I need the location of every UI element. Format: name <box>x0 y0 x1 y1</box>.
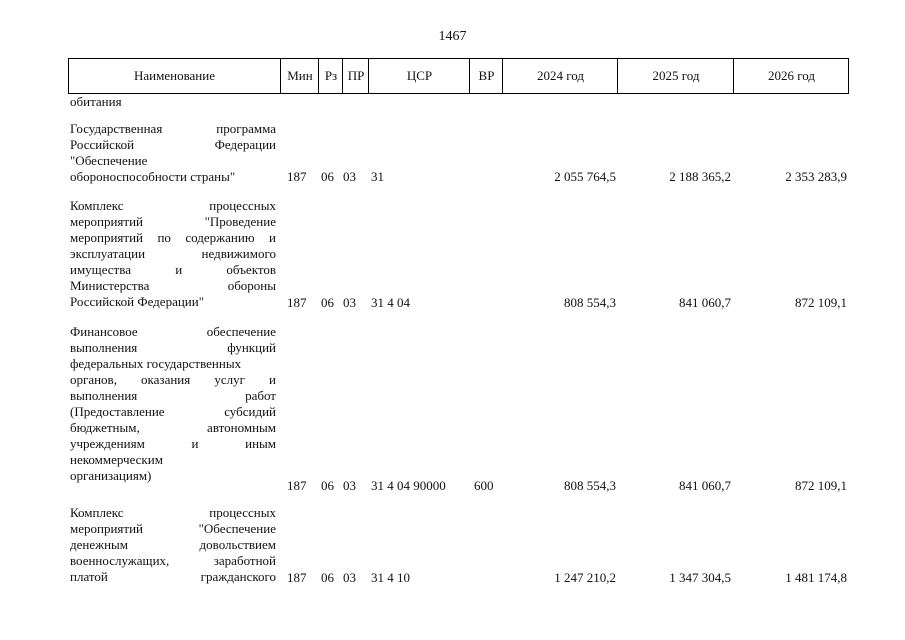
cell-2024: 808 554,3 <box>564 478 616 493</box>
header-2024: 2024 год <box>502 59 618 93</box>
cell-2024: 808 554,3 <box>564 295 616 310</box>
table-row <box>0 198 905 311</box>
cell-csr: 31 4 04 90000 <box>371 478 446 493</box>
cell-min: 187 <box>287 169 307 184</box>
header-csr: ЦСР <box>368 59 470 93</box>
cell-csr: 31 4 10 <box>371 570 410 585</box>
row-name: обитания <box>70 94 122 109</box>
cell-csr: 31 4 04 <box>371 295 410 310</box>
header-min: Мин <box>280 59 319 93</box>
cell-rz: 06 <box>321 169 334 184</box>
table-row <box>0 121 905 185</box>
table-row <box>0 94 905 110</box>
cell-min: 187 <box>287 295 307 310</box>
table-header <box>68 58 849 94</box>
cell-2025: 841 060,7 <box>679 295 731 310</box>
row-name: Комплекс процессных мероприятий "Проведение мероприятий по содержанию и эксплуатации недвижимого имущества и объектов Министерства обороны Российской Федерации" <box>70 198 276 309</box>
cell-2025: 841 060,7 <box>679 478 731 493</box>
cell-pr: 03 <box>343 478 356 493</box>
cell-2025: 2 188 365,2 <box>669 169 731 184</box>
cell-rz: 06 <box>321 295 334 310</box>
table-row <box>0 324 905 494</box>
cell-pr: 03 <box>343 295 356 310</box>
cell-csr: 31 <box>371 169 384 184</box>
header-2026: 2026 год <box>733 59 849 93</box>
cell-2026: 1 481 174,8 <box>785 570 847 585</box>
cell-min: 187 <box>287 478 307 493</box>
cell-2026: 872 109,1 <box>795 478 847 493</box>
cell-2024: 2 055 764,5 <box>554 169 616 184</box>
cell-pr: 03 <box>343 169 356 184</box>
cell-rz: 06 <box>321 478 334 493</box>
row-name: Государственная программа Российской Федерации "Обеспечение обороноспособности страны" <box>70 121 276 184</box>
header-pr: ПР <box>342 59 369 93</box>
cell-vr: 600 <box>474 478 494 493</box>
header-vr: ВР <box>469 59 503 93</box>
row-name: Комплекс процессных мероприятий "Обеспечение денежным довольствием военнослужащих, заработной платой гражданского <box>70 505 276 584</box>
cell-2026: 2 353 283,9 <box>785 169 847 184</box>
row-name: Финансовое обеспечение выполнения функций федеральных государственных органов, оказания услуг и выполнения работ (Предоставление субсидий бюджетным, автономным учреждениям и иным некоммерческим организациям) <box>70 324 276 483</box>
cell-rz: 06 <box>321 570 334 585</box>
cell-2025: 1 347 304,5 <box>669 570 731 585</box>
header-2025: 2025 год <box>617 59 734 93</box>
header-name: Наименование <box>134 68 215 83</box>
header-rz: Рз <box>318 59 343 93</box>
table-row <box>0 505 905 586</box>
cell-min: 187 <box>287 570 307 585</box>
page-number: 1467 <box>438 29 467 44</box>
cell-2026: 872 109,1 <box>795 295 847 310</box>
cell-2024: 1 247 210,2 <box>554 570 616 585</box>
cell-pr: 03 <box>343 570 356 585</box>
